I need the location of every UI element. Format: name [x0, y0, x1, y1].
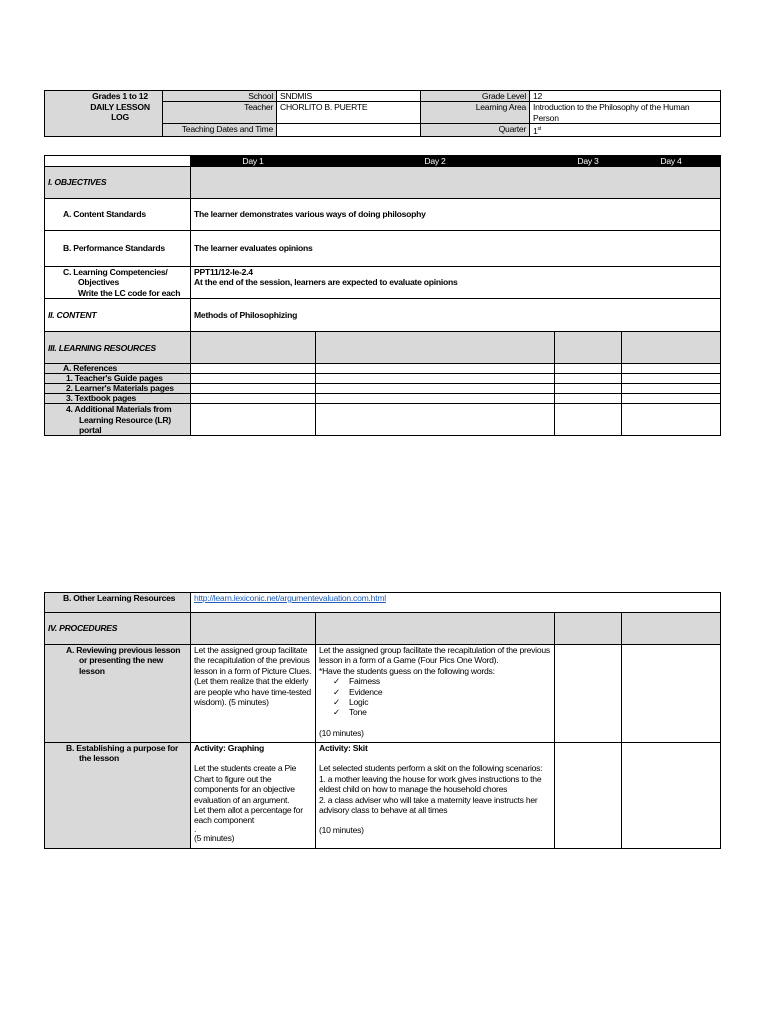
day-header-blank — [45, 156, 191, 167]
quarter-label: Quarter — [421, 124, 530, 137]
checklist-item: ✓ Evidence — [333, 687, 551, 697]
b-day2-intro: Let selected students perform a skit on the following scenarios: — [319, 763, 543, 774]
procedures-day3-fill — [555, 613, 622, 645]
a-day2-time: (10 minutes) — [319, 727, 364, 738]
resources-day4-fill — [622, 332, 721, 364]
learners-materials-label: 2. Learner's Materials pages — [45, 384, 191, 394]
b-day1-title: Activity: Graphing — [194, 743, 264, 753]
school-value: SNDMIS — [277, 91, 421, 102]
b-day2-time: (10 minutes) — [319, 825, 364, 836]
objectives-table — [44, 155, 721, 436]
establishing-purpose-day2 — [316, 743, 555, 849]
day-2-header: Day 2 — [316, 156, 555, 167]
word-checklist — [319, 676, 551, 718]
establishing-purpose-day1 — [191, 743, 316, 849]
other-resources-label: B. Other Learning Resources — [45, 593, 191, 613]
textbook-pages-label: 3. Textbook pages — [45, 394, 191, 404]
resources-day2-fill — [316, 332, 555, 364]
reviewing-lesson-day2 — [316, 645, 555, 743]
competencies-label-line2: Objectives — [78, 277, 119, 288]
resources-day3-fill — [555, 332, 622, 364]
learning-competencies-label — [45, 267, 191, 299]
b-day1-text: Let the students create a Pie Chart to figure out the components for an objective evaluation of an argument. — [194, 763, 297, 805]
learning-resources-heading: III. LEARNING RESOURCES — [45, 332, 191, 364]
performance-standards-value: The learner evaluates opinions — [191, 231, 721, 267]
teaching-dates-value — [277, 124, 421, 137]
resources-day1-fill — [191, 332, 316, 364]
learning-area-label: Learning Area — [421, 102, 530, 124]
b-day2-scenario-1: 1. a mother leaving the house for work gives instructions to the eldest child on how to manage the household chores — [319, 773, 542, 795]
reviewing-lesson-label: A. Reviewing previous lesson or presenting the new lesson — [45, 645, 191, 743]
content-standards-value: The learner demonstrates various ways of doing philosophy — [191, 199, 721, 231]
log-title-cell — [45, 91, 163, 137]
reviewing-lesson-day1: Let the assigned group facilitate the recapitulation of the previous lesson in a form of Picture Clues. (Let them realize that the elderly are people who have time-tested wisdom). (5 minutes) — [191, 645, 316, 743]
header-table — [44, 90, 721, 137]
daily-lesson-log-title: DAILY LESSON LOG — [90, 101, 150, 122]
establishing-purpose-label: B. Establishing a purpose for the lesson — [45, 743, 191, 849]
b-day1-time: (5 minutes) — [194, 832, 235, 843]
teaching-dates-label: Teaching Dates and Time — [163, 124, 277, 137]
content-value: Methods of Philosophizing — [191, 299, 721, 332]
content-heading: II. CONTENT — [45, 299, 191, 332]
competency-code: PPT11/12-Ie-2.4 — [194, 267, 253, 277]
b-day1-dot: . — [194, 823, 197, 834]
content-standards-label: A. Content Standards — [45, 199, 191, 231]
procedures-day1-fill — [191, 613, 316, 645]
additional-materials-label: 4. Additional Materials from Learning Resource (LR) portal — [45, 404, 191, 436]
b-day1-text2: Let them allot a percentage for each component — [194, 805, 303, 826]
school-label: School — [163, 91, 277, 102]
other-resources-link[interactable]: http://learn.lexiconic.net/argumentevaluation.com.html — [194, 593, 386, 603]
learning-area-value: Introduction to the Philosophy of the Human Person — [530, 102, 721, 124]
teachers-guide-label: 1. Teacher's Guide pages — [45, 374, 191, 384]
day-1-header: Day 1 — [191, 156, 316, 167]
procedures-day4-fill — [622, 613, 721, 645]
grade-level-value: 12 — [530, 91, 721, 102]
b-day2-scenario-2: 2. a class adviser who will take a maternity leave instructs her advisory class to behave at all times — [319, 794, 538, 816]
procedures-day2-fill — [316, 613, 555, 645]
references-label: A. References — [45, 364, 191, 374]
b-day2-title: Activity: Skit — [319, 743, 368, 753]
procedures-heading: IV. PROCEDURES — [45, 613, 191, 645]
objectives-heading-fill — [191, 167, 721, 199]
grades-label: Grades 1 to 12 — [92, 91, 148, 101]
competencies-label-line3: Write the LC code for each — [78, 287, 181, 298]
quarter-value — [530, 124, 721, 137]
checklist-item: ✓ Tone — [333, 707, 551, 717]
checklist-item: ✓ Fairness — [333, 676, 551, 686]
performance-standards-label: B. Performance Standards — [45, 231, 191, 267]
a-day2-guess: *Have the students guess on the following words: — [319, 665, 495, 676]
checklist-item: ✓ Logic — [333, 697, 551, 707]
quarter-number: 1 — [533, 126, 538, 137]
teacher-value: CHORLITO B. PUERTE — [277, 102, 421, 124]
competency-text: At the end of the session, learners are expected to evaluate opinions — [194, 277, 458, 288]
grade-level-label: Grade Level — [421, 91, 530, 102]
quarter-suffix: st — [537, 126, 541, 133]
learning-competencies-value — [191, 267, 721, 299]
competencies-label-line1: C. Learning Competencies/ — [63, 267, 168, 277]
teacher-label: Teacher — [163, 102, 277, 124]
objectives-heading: I. OBJECTIVES — [45, 167, 191, 199]
day-4-header: Day 4 — [622, 156, 721, 167]
procedures-table — [44, 592, 721, 849]
other-resources-value — [191, 593, 721, 613]
a-day2-intro: Let the assigned group facilitate the recapitulation of the previous lesson in a form of a Game (Four Pics One Word). — [319, 645, 550, 666]
day-3-header: Day 3 — [555, 156, 622, 167]
